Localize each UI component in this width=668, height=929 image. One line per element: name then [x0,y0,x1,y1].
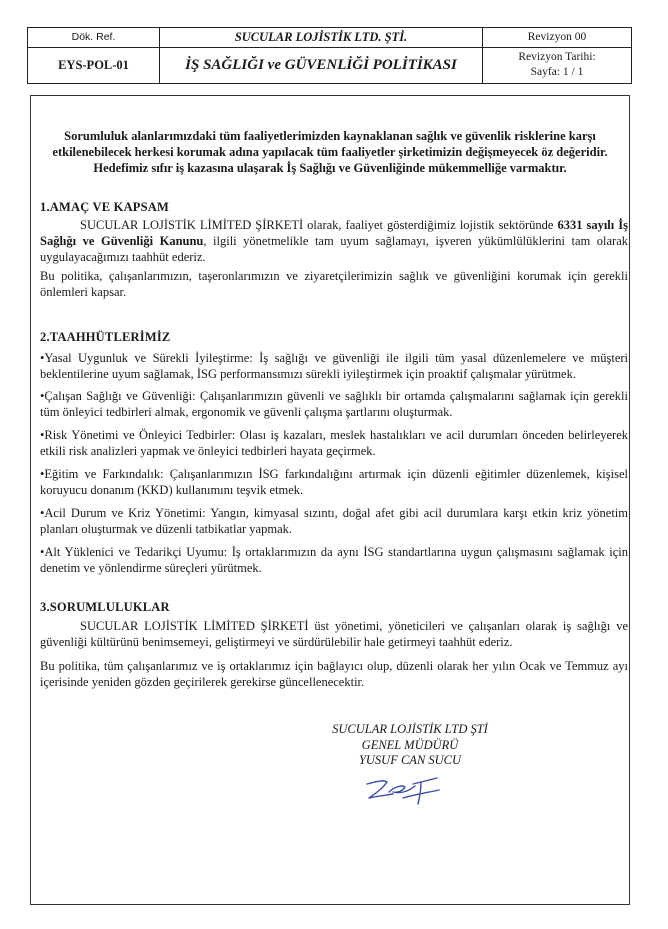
signature-role: GENEL MÜDÜRÜ [361,737,459,752]
handwritten-signature-icon [363,776,443,806]
commitment-item: •Eğitim ve Farkındalık: Çalışanlarımızın İSG farkındalığını artırmak için düzenli eğitimler düzenlemek, kişisel koruyucu donanım (KKD) kullanımını teşvik etmek. [40,467,628,497]
signature-name: YUSUF CAN SUCU [358,753,462,767]
doc-ref-label: Dök. Ref. [28,28,160,48]
document-header-table [27,27,632,84]
section-3-paragraph-2: Bu politika, tüm çalışanlarımız ve iş ortaklarımız için bağlayıcı olup, düzenli olarak her yılın Ocak ve Temmuz ayı içerisinde yeniden gözden geçirilerek gerekirse güncellenecektir. [40,659,628,689]
section-2-title: 2.TAAHHÜTLERİMİZ [40,330,171,344]
section-3-title: 3.SORUMLULUKLAR [40,600,170,614]
section-1-p1-law: 6331 sayılı İş Sağlığı ve Güvenliği Kanunu [40,218,628,248]
section-1-p1-text-c: , ilgili yönetmelikle tam uyum sağlamayı, işveren yükümlülüklerini tam olarak uygulayacağımızı taahhüt ederiz. [40,234,628,264]
revision-date-cell [483,48,631,83]
signature-company: SUCULAR LOJİSTİK LTD ŞTİ [332,722,488,736]
document-title: İŞ SAĞLIĞI ve GÜVENLİĞİ POLİTİKASI [160,48,483,83]
section-3-paragraph-1: SUCULAR LOJİSTİK LİMİTED ŞİRKETİ üst yönetimi, yöneticileri ve çalışanları olarak iş sağlığı ve güvenliği kültürünü benimsemeyi, geliştirmeyi ve sürdürülebilir hale getirmeyi taahhüt ederiz. [40,619,628,649]
section-1-title: 1.AMAÇ VE KAPSAM [40,200,170,214]
doc-code: EYS-POL-01 [28,48,160,83]
signature-block [330,722,490,769]
intro-statement: Sorumluluk alanlarımızdaki tüm faaliyetlerimizden kaynaklanan sağlık ve güvenlik risklerine karşı etkilenebilecek herkesi korumak adına yapılacak tüm faaliyetler şirketimizin değişmeyecek öz değeridir. Hedefimiz sıfır iş kazasına ulaşarak İş Sağlığı ve Güvenliğinde mükemmelliğe varmaktır. [52,129,608,175]
page-number: Sayfa: 1 / 1 [530,66,584,78]
section-1-paragraph-1 [40,217,628,265]
revision-label: Revizyon 00 [483,28,631,48]
revision-date-label: Revizyon Tarihi: [518,51,596,63]
company-name: SUCULAR LOJİSTİK LTD. ŞTİ. [160,28,483,48]
section-1-p1-text-a: SUCULAR LOJİSTİK LİMİTED ŞİRKETİ olarak, faaliyet gösterdiğimiz lojistik sektöründe [80,218,558,232]
commitment-item: •Acil Durum ve Kriz Yönetimi: Yangın, kimyasal sızıntı, doğal afet gibi acil durumlara karşı etkin kriz yönetim planları oluşturmak ve düzenli tatbikatlar yapmak. [40,506,628,536]
commitment-item: •Risk Yönetimi ve Önleyici Tedbirler: Olası iş kazaları, meslek hastalıkları ve acil durumları önceden belirleyerek etkili risk analizleri yapmak ve önleyici tedbirleri hayata geçirmek. [40,428,628,458]
commitment-item: •Alt Yüklenici ve Tedarikçi Uyumu: İş ortaklarımızın da aynı İSG standartlarına uygun çalışmasını sağlamak için denetim ve yönlendirme süreçleri yürütmek. [40,545,628,575]
commitment-item: •Yasal Uygunluk ve Sürekli İyileştirme: İş sağlığı ve güvenliği ile ilgili tüm yasal düzenlemelere ve müşteri beklentilerine uyum sağlamak, İSG performansımızı sürekli iyileştirmek için proaktif çalışmalar yürütmek. [40,351,628,381]
commitment-item: •Çalışan Sağlığı ve Güvenliği: Çalışanlarımızın güvenli ve sağlıklı bir ortamda çalışmalarını sağlamak için gerekli tüm önleyici tedbirleri almak, ergonomik ve güvenli çalışma şartlarını oluşturmak. [40,389,628,419]
section-1-paragraph-2: Bu politika, çalışanlarımızın, taşeronlarımızın ve ziyaretçilerimizin sağlık ve güvenliğini korumak için gerekli önlemleri kapsar. [40,269,628,299]
